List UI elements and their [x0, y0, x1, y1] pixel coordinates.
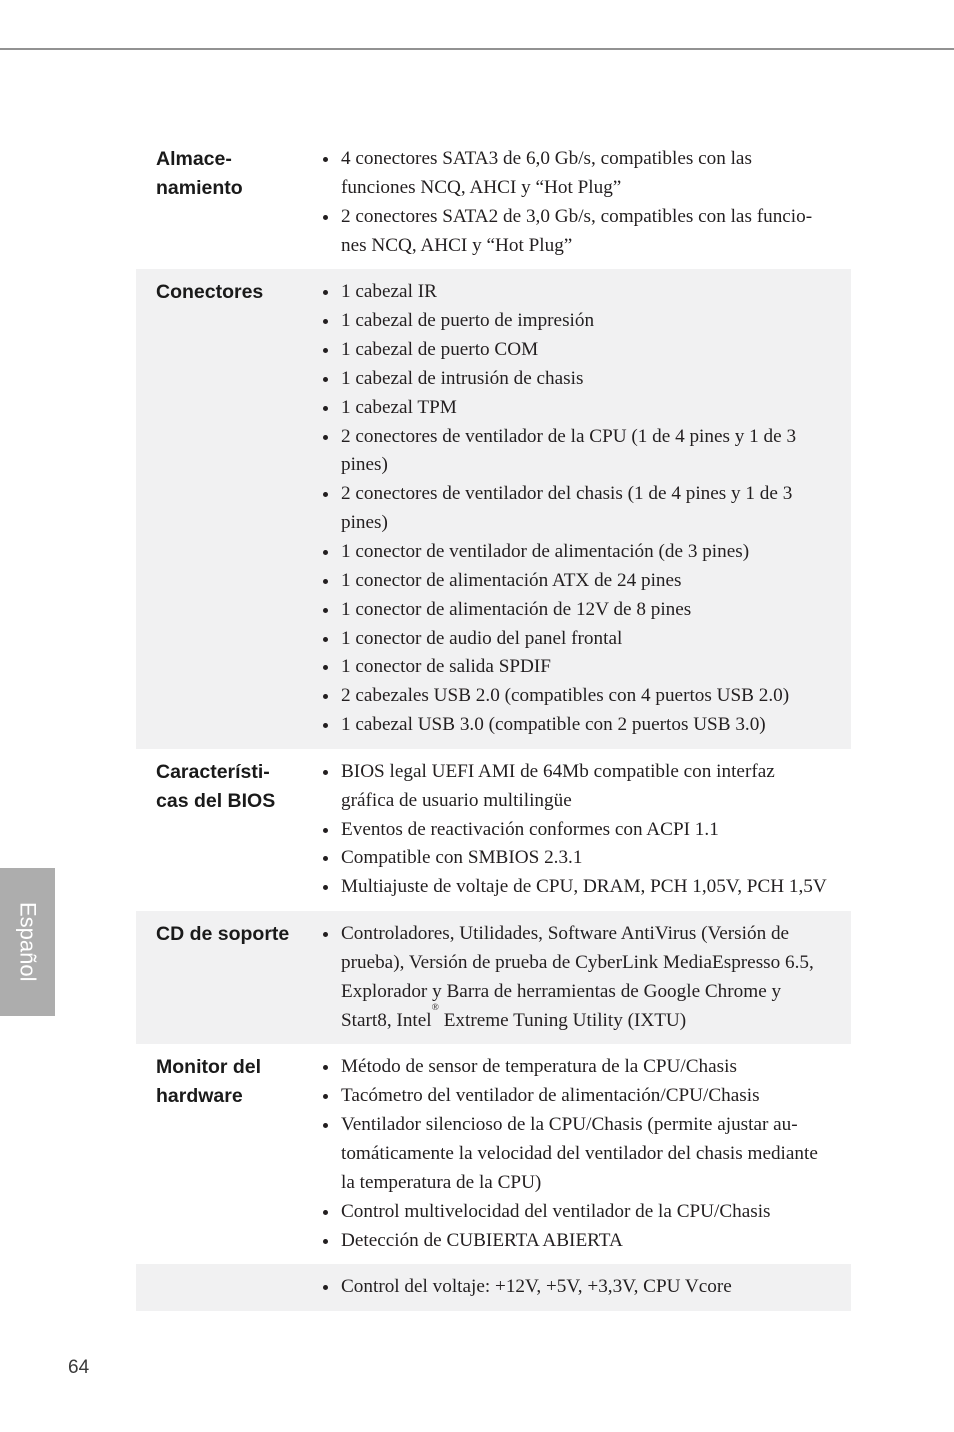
bullet-icon — [323, 1094, 328, 1099]
spec-list — [320, 145, 851, 260]
spec-item-line: 1 cabezal USB 3.0 (compatible con 2 puertos USB 3.0) — [341, 714, 766, 736]
spec-item-line: 1 conector de ventilador de alimentación (de 3 pines) — [341, 540, 750, 562]
spec-label — [136, 1053, 320, 1111]
spec-item-line: funciones NCQ, AHCI y “Hot Plug” — [341, 176, 622, 198]
bullet-icon — [323, 723, 328, 728]
bullet-icon — [323, 377, 328, 382]
spec-item-line: 2 conectores SATA2 de 3,0 Gb/s, compatibles con las funcio- — [341, 205, 813, 227]
spec-row — [136, 749, 851, 911]
bullet-icon — [323, 1210, 328, 1215]
bullet-icon — [323, 856, 328, 861]
bullet-icon — [323, 492, 328, 497]
spec-item-line: 4 conectores SATA3 de 6,0 Gb/s, compatibles con las — [341, 148, 752, 169]
bullet-icon — [323, 1285, 328, 1290]
bullet-icon — [323, 157, 328, 162]
bullet-icon — [323, 665, 328, 670]
spec-label — [136, 145, 320, 203]
spec-item-line: 1 cabezal de intrusión de chasis — [341, 367, 584, 389]
spec-list-item — [320, 423, 851, 481]
page-number: 64 — [68, 1357, 90, 1378]
bullet-icon — [323, 608, 328, 613]
spec-list-item — [320, 1227, 851, 1256]
language-tab — [0, 868, 55, 1016]
spec-list-item — [320, 1053, 851, 1082]
spec-list-item — [320, 873, 851, 902]
spec-item-line: Tacómetro del ventilador de alimentación/CPU/Chasis — [341, 1085, 760, 1107]
spec-item-line: Ventilador silencioso de la CPU/Chasis (permite ajustar au- — [341, 1114, 798, 1136]
spec-item-line: pines) — [341, 512, 388, 534]
spec-item-line: Explorador y Barra de herramientas de Google Chrome y — [341, 980, 782, 1002]
spec-item-line: 1 conector de audio del panel frontal — [341, 627, 623, 649]
spec-label-line: Característi- — [156, 760, 270, 783]
spec-item-line: Control del voltaje: +12V, +5V, +3,3V, CPU Vcore — [341, 1276, 732, 1298]
spec-list-item — [320, 203, 851, 261]
spec-item-line: pines) — [341, 454, 388, 476]
spec-list-item — [320, 1273, 851, 1302]
spec-item-line: 1 conector de salida SPDIF — [341, 656, 551, 678]
spec-item-line: Compatible con SMBIOS 2.3.1 — [341, 847, 583, 869]
spec-item-line: 1 cabezal de puerto COM — [341, 339, 539, 361]
spec-list-item — [320, 145, 851, 203]
spec-list-item — [320, 596, 851, 625]
spec-label-line: namiento — [156, 176, 243, 199]
spec-list-item — [320, 653, 851, 682]
spec-label-line: cas del BIOS — [156, 789, 276, 812]
spec-item-line: Controladores, Utilidades, Software AntiVirus (Versión de — [341, 923, 790, 945]
spec-item-line: prueba), Versión de prueba de CyberLink MediaEspresso 6.5, — [341, 951, 814, 973]
spec-list — [320, 278, 851, 740]
spec-item-line: tomáticamente la velocidad del ventilador del chasis mediante — [341, 1143, 818, 1164]
spec-item-line: nes NCQ, AHCI y “Hot Plug” — [341, 234, 573, 256]
spec-list-item — [320, 920, 851, 1035]
spec-item-line: Detección de CUBIERTA ABIERTA — [341, 1229, 623, 1251]
spec-list-item — [320, 682, 851, 711]
spec-list-item — [320, 844, 851, 873]
spec-list-item — [320, 711, 851, 740]
bullet-icon — [323, 435, 328, 440]
spec-item-line: gráfica de usuario multilingüe — [341, 789, 572, 811]
language-tab-label: Español — [15, 902, 41, 982]
spec-item-line: 1 conector de alimentación ATX de 24 pines — [341, 569, 682, 591]
spec-list — [320, 920, 851, 1035]
spec-list-item — [320, 1111, 851, 1198]
bullet-icon — [323, 1123, 328, 1128]
spec-list-item — [320, 758, 851, 816]
spec-list-item — [320, 307, 851, 336]
bullet-icon — [323, 579, 328, 584]
header-rule — [0, 48, 954, 50]
spec-item-line: BIOS legal UEFI AMI de 64Mb compatible con interfaz — [341, 760, 775, 782]
spec-list-item — [320, 336, 851, 365]
spec-item-line: 1 cabezal de puerto de impresión — [341, 310, 595, 332]
spec-label-line: Almace- — [156, 148, 232, 170]
spec-item-line: 2 conectores de ventilador del chasis (1 de 4 pines y 1 de 3 — [341, 483, 793, 505]
bullet-icon — [323, 406, 328, 411]
bullet-icon — [323, 215, 328, 220]
spec-list-item — [320, 538, 851, 567]
spec-label — [136, 278, 320, 307]
spec-item-line: Start8, Intel® Extreme Tuning Utility (IXTU) — [341, 1001, 687, 1031]
spec-label-line: CD de soporte — [156, 923, 290, 946]
bullet-icon — [323, 1065, 328, 1070]
spec-row — [136, 1044, 851, 1264]
bullet-icon — [323, 550, 328, 555]
spec-label — [136, 758, 320, 816]
spec-label — [136, 920, 320, 949]
bullet-icon — [323, 319, 328, 324]
spec-row — [136, 1264, 851, 1311]
spec-item-line: 2 conectores de ventilador de la CPU (1 de 4 pines y 1 de 3 — [341, 425, 797, 447]
spec-list-item — [320, 1198, 851, 1227]
spec-list-item — [320, 567, 851, 596]
spec-item-line: Multiajuste de voltaje de CPU, DRAM, PCH 1,05V, PCH 1,5V — [341, 876, 827, 898]
spec-item-line: Eventos de reactivación conformes con ACPI 1.1 — [341, 818, 719, 840]
spec-list-item — [320, 365, 851, 394]
bullet-icon — [323, 694, 328, 699]
spec-item-line: Control multivelocidad del ventilador de la CPU/Chasis — [341, 1200, 771, 1222]
bullet-icon — [323, 885, 328, 890]
spec-row — [136, 136, 851, 269]
spec-list-item — [320, 394, 851, 423]
spec-list-item — [320, 278, 851, 307]
spec-item-line: 1 cabezal IR — [341, 281, 437, 303]
spec-list-item — [320, 1082, 851, 1111]
spec-label-line: hardware — [156, 1085, 243, 1108]
bullet-icon — [323, 637, 328, 642]
bullet-icon — [323, 770, 328, 775]
spec-label-line: Conectores — [156, 281, 264, 304]
spec-list-item — [320, 480, 851, 538]
bullet-icon — [323, 290, 328, 295]
bullet-icon — [323, 1239, 328, 1244]
spec-table — [136, 136, 851, 1311]
spec-row — [136, 269, 851, 749]
spec-item-line: 1 cabezal TPM — [341, 396, 457, 418]
spec-list-item — [320, 816, 851, 845]
spec-list — [320, 758, 851, 902]
registered-mark: ® — [431, 1001, 439, 1013]
spec-item-line: 2 cabezales USB 2.0 (compatibles con 4 puertos USB 2.0) — [341, 685, 790, 707]
spec-row — [136, 911, 851, 1044]
bullet-icon — [323, 828, 328, 833]
spec-list-item — [320, 625, 851, 654]
spec-item-line: Método de sensor de temperatura de la CPU/Chasis — [341, 1056, 737, 1078]
spec-list — [320, 1053, 851, 1255]
spec-item-line: la temperatura de la CPU) — [341, 1171, 542, 1193]
spec-label-line: Monitor del — [156, 1056, 262, 1079]
bullet-icon — [323, 932, 328, 937]
bullet-icon — [323, 348, 328, 353]
spec-item-line: 1 conector de alimentación de 12V de 8 pines — [341, 598, 692, 620]
spec-list — [320, 1273, 851, 1302]
